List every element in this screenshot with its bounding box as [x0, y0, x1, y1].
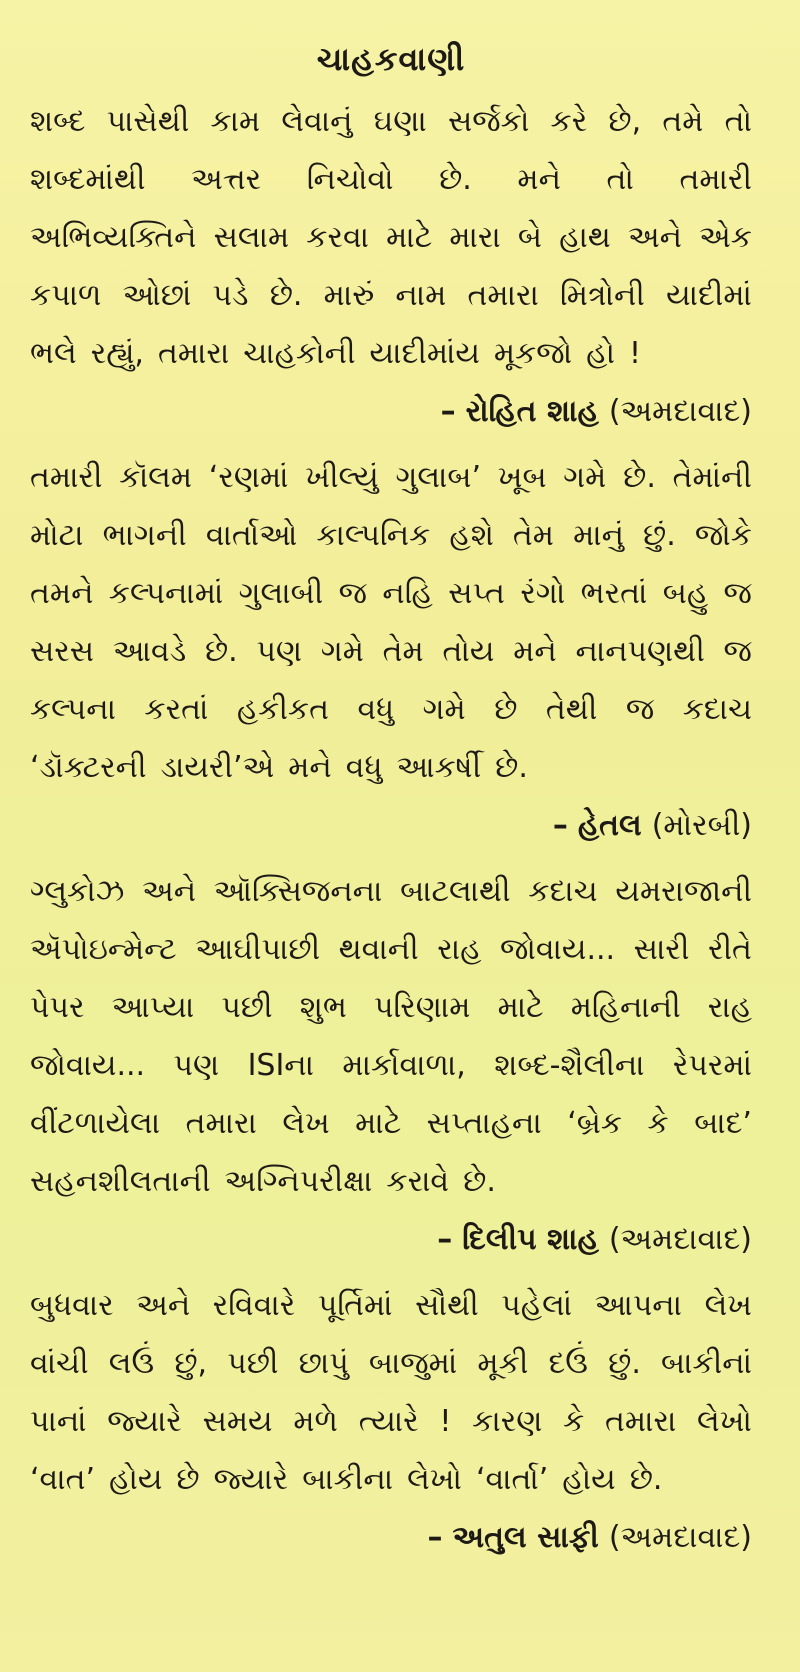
reader-letter: [30, 1277, 752, 1567]
word: રીતે: [707, 932, 752, 967]
word: છે.: [495, 750, 528, 785]
letter-line: [30, 507, 752, 565]
letters-list: [30, 93, 752, 1567]
word: લેખો: [697, 1404, 752, 1439]
word: માર્કાવાળા,: [342, 1048, 466, 1083]
word: વાર્તાઓ: [205, 518, 298, 553]
word: ‘ડૉક્ટરની: [30, 750, 147, 785]
word: છું.: [643, 518, 676, 553]
letter-signature: [30, 1211, 752, 1269]
letter-line: [30, 739, 752, 797]
word: કલ્પનામાં: [108, 576, 224, 611]
signature-name: રોહિત શાહ: [465, 394, 599, 429]
signature-city: (મોરબી): [651, 808, 752, 843]
word: હકીકત: [236, 692, 329, 727]
word: તમારા: [185, 1106, 257, 1141]
word: શબ્દ-શૈલીના: [494, 1048, 645, 1083]
word: મહિનાની: [570, 990, 681, 1025]
reader-letter: [30, 449, 752, 855]
word: કરાવે: [386, 1164, 450, 1199]
word: જોવાય...: [499, 932, 616, 967]
letter-line: [30, 1095, 752, 1153]
word: સારી: [633, 932, 690, 967]
word: નાનપણથી: [575, 634, 705, 669]
word: વાંચી: [30, 1346, 89, 1381]
word: અગ્નિપરીક્ષા: [224, 1164, 373, 1199]
letter-line: [30, 1153, 752, 1211]
word: ત્યારે: [358, 1404, 419, 1439]
word: પૂર્તિમાં: [317, 1288, 393, 1323]
word: નહિ: [382, 576, 433, 611]
word: કે: [647, 1106, 669, 1141]
word: રેપરમાં: [672, 1048, 752, 1083]
word: જ: [338, 576, 368, 611]
word: રાહ: [707, 990, 752, 1025]
word: અત્તર: [191, 162, 262, 197]
reader-letter: [30, 93, 752, 441]
word: મને: [517, 162, 561, 197]
word: પાનાં: [30, 1404, 87, 1439]
word: તમારા: [605, 1404, 677, 1439]
word: ગુલાબ’: [395, 460, 482, 495]
signature-name: દિલીપ શાહ: [462, 1222, 599, 1257]
word: ખીલ્યું: [305, 460, 379, 495]
word: રંગો: [520, 576, 566, 611]
word: છે: [494, 692, 518, 727]
word: કૉલમ: [119, 460, 193, 495]
word: તમારા: [157, 336, 230, 371]
word: બાદ’: [694, 1106, 752, 1141]
word: છાપું: [298, 1346, 349, 1381]
word: ગુલાબી: [238, 576, 324, 611]
word: તમારી: [30, 460, 103, 495]
signature-name: હેતલ: [577, 808, 642, 843]
letter-line: [30, 623, 752, 681]
word: અને: [627, 220, 682, 255]
word: તેથી: [545, 692, 598, 727]
word: દઉં: [548, 1346, 588, 1381]
word: છું.: [608, 1346, 641, 1381]
word: પછી: [221, 990, 273, 1025]
signature-name: અતુલ સાફી: [452, 1520, 599, 1555]
word: છે: [176, 1462, 200, 1497]
word: પણ: [173, 1048, 220, 1083]
word: છે.: [204, 634, 238, 669]
word: જોવાય...: [30, 1048, 146, 1083]
word: વીંટળાયેલા: [30, 1106, 161, 1141]
word: મારું: [323, 278, 375, 313]
word: પણ: [256, 634, 303, 669]
word: બહુ: [662, 576, 709, 611]
word: રવિવારે: [212, 1288, 296, 1323]
word: માટે: [386, 220, 433, 255]
signature-city: (અમદાવાદ): [608, 1520, 752, 1555]
word: !: [439, 1404, 452, 1439]
letter-line: [30, 151, 752, 209]
word: ‘વાત’: [30, 1462, 96, 1497]
word: તો: [606, 162, 634, 197]
word: કારણ: [472, 1404, 543, 1439]
word: લેખો: [407, 1462, 462, 1497]
word: સહનશીલતાની: [30, 1164, 211, 1199]
word: ભલે: [30, 336, 77, 371]
word: બે: [517, 220, 542, 255]
word: જોકે: [694, 518, 752, 553]
word: બુધવાર: [30, 1288, 114, 1323]
word: છે.: [439, 162, 472, 197]
word: સપ્તાહના: [426, 1106, 542, 1141]
word: માટે: [497, 990, 544, 1025]
word: ‘રણમાં: [208, 460, 289, 495]
word: તમને: [30, 576, 94, 611]
word: હોય: [562, 1462, 616, 1497]
word: છે.: [623, 460, 656, 495]
letter-line: [30, 1393, 752, 1451]
word: કદાચ: [528, 874, 598, 909]
word: સૌથી: [415, 1288, 479, 1323]
word: પરિણામ: [374, 990, 471, 1025]
word: ડાયરી’એ: [160, 750, 275, 785]
word: આપના: [594, 1288, 683, 1323]
word: બાટલાથી: [400, 874, 511, 909]
word: હશે: [449, 518, 494, 553]
word: મારા: [449, 220, 501, 255]
letter-line: [30, 93, 752, 151]
word: ચાહકોની: [243, 336, 356, 371]
word: રહ્યું,: [90, 336, 144, 371]
word: લઉં: [108, 1346, 155, 1381]
word: છું,: [174, 1346, 208, 1381]
word: ‘વાર્તા’: [475, 1462, 549, 1497]
word: કલ્પના: [30, 692, 116, 727]
word: વધુ: [357, 692, 395, 727]
signature-city: (અમદાવાદ): [608, 394, 752, 429]
word: કે: [563, 1404, 585, 1439]
word: તમારા: [467, 278, 539, 313]
word: કરવા: [306, 220, 370, 255]
word: સપ્ત: [448, 576, 505, 611]
word: ઘણા: [373, 104, 427, 139]
word: નિચોવો: [306, 162, 394, 197]
word: પછી: [227, 1346, 279, 1381]
word: મૂકી: [477, 1346, 529, 1381]
word: શુભ: [299, 990, 347, 1025]
word: પાસેથી: [106, 104, 190, 139]
word: ગમે: [422, 692, 466, 727]
letter-line: [30, 1335, 752, 1393]
word: ભરતાં: [580, 576, 648, 611]
letter-line: [30, 681, 752, 739]
word: આપ્યા: [111, 990, 195, 1025]
word: શબ્દમાંથી: [30, 162, 146, 197]
word: છે.: [463, 1164, 496, 1199]
letter-line: [30, 267, 752, 325]
word: છે.: [269, 278, 303, 313]
word: છે.: [629, 1462, 663, 1497]
word: કપાળ: [30, 278, 102, 313]
word: તેમાંની: [672, 460, 752, 495]
signature-dash: –: [552, 808, 568, 843]
word: મૂકજો: [493, 336, 573, 371]
word: સરસ: [30, 634, 95, 669]
word: ખૂબ: [497, 460, 547, 495]
word: તોય: [442, 634, 495, 669]
word: ઍપોઇન્મેન્ટ: [30, 932, 177, 967]
word: સર્જકો: [447, 104, 530, 139]
word: માટે: [355, 1106, 402, 1141]
word: ભાગની: [102, 518, 187, 553]
signature-dash: –: [437, 1222, 453, 1257]
letter-signature: [30, 1509, 752, 1567]
word: યાદીમાંય: [369, 336, 480, 371]
word: યાદીમાં: [666, 278, 752, 313]
word: કાલ્પનિક: [316, 518, 431, 553]
signature-dash: –: [440, 394, 456, 429]
word: લેખ: [282, 1106, 330, 1141]
word: પહેલાં: [501, 1288, 573, 1323]
word: !: [629, 336, 642, 371]
word: જ: [723, 576, 752, 611]
word: વધુ: [345, 750, 383, 785]
word: જ્યારે: [213, 1462, 289, 1497]
page-title: ચાહકવાણી: [316, 40, 466, 78]
word: બાજુમાં: [368, 1346, 458, 1381]
word: હો: [586, 336, 616, 371]
word: કરતાં: [144, 692, 209, 727]
word: બાકીનાં: [661, 1346, 752, 1381]
word: અને: [142, 874, 197, 909]
word: માનું: [573, 518, 624, 553]
word: આકર્ષી: [396, 750, 482, 785]
word: કદાચ: [682, 692, 752, 727]
word: તમે: [662, 104, 704, 139]
word: ગમે: [563, 460, 607, 495]
word: પેપર: [30, 990, 85, 1025]
word: તમારી: [679, 162, 752, 197]
word: ‘બ્રેક: [567, 1106, 623, 1141]
letter-line: [30, 1037, 752, 1095]
word: ગ્લુકોઝ: [30, 874, 125, 909]
letter-line: [30, 565, 752, 623]
word: લેવાનું: [281, 104, 353, 139]
word: મને: [513, 634, 557, 669]
signature-dash: –: [427, 1520, 443, 1555]
word: મોટા: [30, 518, 84, 553]
reader-letter: [30, 863, 752, 1269]
word: જ્યારે: [107, 1404, 182, 1439]
word: પડે: [212, 278, 249, 313]
word: તેમ: [512, 518, 554, 553]
letter-line: [30, 209, 752, 267]
word: તેમ: [382, 634, 424, 669]
word: ઑક્સિજનના: [213, 874, 383, 909]
word: થવાની: [338, 932, 419, 967]
word: કામ: [210, 104, 261, 139]
letter-line: [30, 1451, 752, 1509]
word: જ: [625, 692, 655, 727]
word: ISIના: [247, 1048, 315, 1083]
signature-city: (અમદાવાદ): [608, 1222, 752, 1257]
word: આઘીપાછી: [195, 932, 321, 967]
word: યમરાજાની: [615, 874, 752, 909]
word: જ: [723, 634, 752, 669]
word: એક: [699, 220, 752, 255]
word: સલામ: [213, 220, 290, 255]
word: ઓછાં: [122, 278, 192, 313]
word: કરે: [550, 104, 588, 139]
word: અભિવ્યક્તિને: [30, 220, 197, 255]
word: હોય: [109, 1462, 163, 1497]
word: તો: [724, 104, 752, 139]
word: લેખ: [704, 1288, 752, 1323]
letter-line: [30, 863, 752, 921]
letter-signature: [30, 797, 752, 855]
word: આવડે: [112, 634, 187, 669]
word: મિત્રોની: [560, 278, 645, 313]
word: મને: [288, 750, 332, 785]
letter-line: [30, 1277, 752, 1335]
letter-line: [30, 325, 752, 383]
word: અને: [136, 1288, 191, 1323]
letter-line: [30, 979, 752, 1037]
letter-line: [30, 921, 752, 979]
word: સમય: [202, 1404, 273, 1439]
word: બાકીના: [302, 1462, 394, 1497]
word: નામ: [395, 278, 447, 313]
word: હાથ: [559, 220, 611, 255]
word: મળે: [293, 1404, 338, 1439]
letter-line: [30, 449, 752, 507]
word: છે,: [608, 104, 642, 139]
word: ગમે: [320, 634, 364, 669]
word: રાહ: [437, 932, 482, 967]
word: શબ્દ: [30, 104, 86, 139]
letter-signature: [30, 383, 752, 441]
